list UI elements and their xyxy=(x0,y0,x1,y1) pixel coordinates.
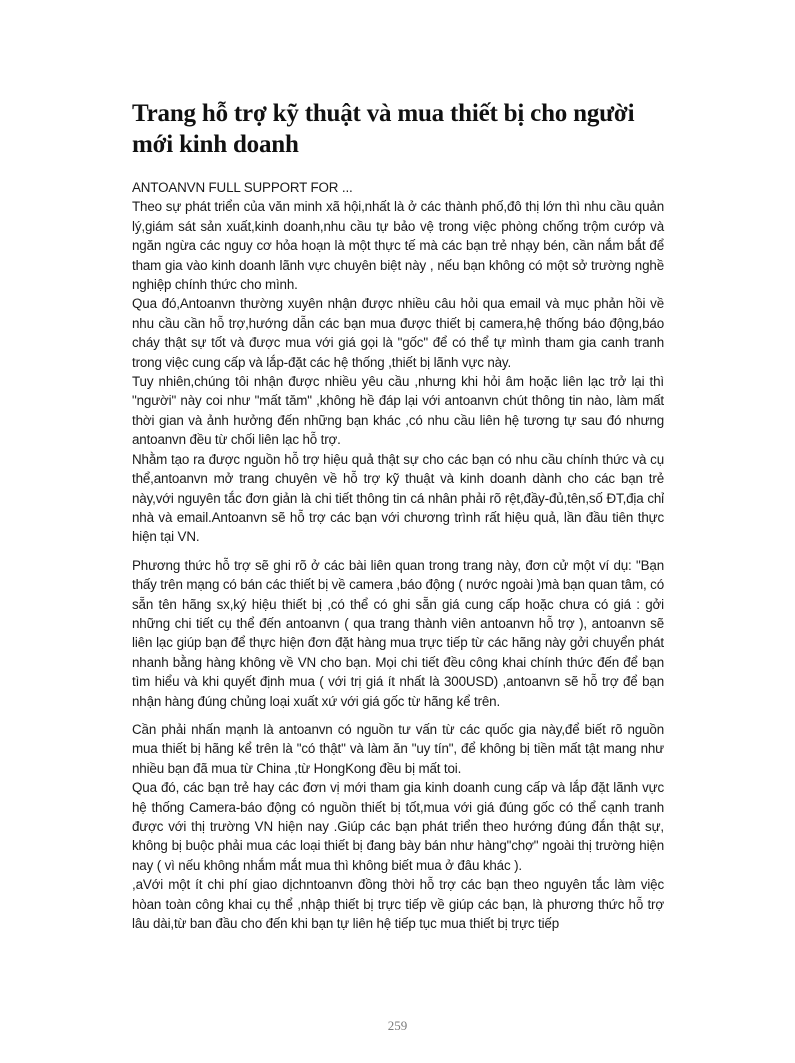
paragraph-6: Cần phải nhấn mạnh là antoanvn có nguồn tư vấn từ các quốc gia này,để biết rõ nguồn mua thiết bị hãng kể trên là "có thật" và làm ăn "uy tín", để không bị tiền mất tật mang như nhiều bạn đã mua từ China ,từ HongKong đều bị mất toi. xyxy=(132,721,664,776)
document-page xyxy=(132,98,664,933)
paragraph-3: Tuy nhiên,chúng tôi nhận được nhiều yêu cầu ,nhưng khi hỏi âm hoặc liên lạc trở lại thì "người" này coi như "mất tăm" ,không hề đáp lại với antoanvn chút thông tin nào, làm mất thời gian và ảnh hưởng đến những bạn khác ,có nhu cầu liên hệ tương tự sau đó nhưng antoanvn đều từ chối liên lạc hỗ trợ. xyxy=(132,374,664,448)
paragraph-1: Theo sự phát triển của văn minh xã hội,nhất là ở các thành phố,đô thị lớn thì nhu cầu quản lý,giám sát sản xuất,kinh doanh,nhu cầu tự bảo vệ trong việc phòng chống trộm cướp và ngăn ngừa các nguy cơ hỏa hoạn là một thực tế mà các bạn trẻ nhạy bén, cần nắm bắt để tham gia vào kinh doanh lãnh vực chuyên biệt này , nếu bạn không có một sở trường nghề nghiệp chính thức cho mình. xyxy=(132,199,664,293)
paragraph-2: Qua đó,Antoanvn thường xuyên nhận được nhiều câu hỏi qua email và mục phản hồi về nhu cầu cần hỗ trợ,hướng dẫn các bạn mua được thiết bị camera,hệ thống báo động,báo cháy thật sự tốt và được mua với giá gọi là "gốc" để có thể tự mình tham gia canh tranh trong việc cung cấp và lắp-đặt các hệ thống ,thiết bị lãnh vực này. xyxy=(132,296,664,370)
paragraph-7: Qua đó, các bạn trẻ hay các đơn vị mới tham gia kinh doanh cung cấp và lắp đặt lãnh vực hệ thống Camera-báo động có nguồn thiết bị tốt,mua với giá đúng gốc có thể cạnh tranh được với thị trường VN hiện nay .Giúp các bạn phát triển theo hướng đúng đắn thật sự, không bị buộc phải mua các loại thiết bị đang bày bán như hàng"chợ" ngoài thị trường hiện nay ( vì nếu không nhắm mắt mua thì không biết mua ở đâu khác ). xyxy=(132,780,664,873)
page-number: 259 xyxy=(387,1018,408,1033)
paragraph-5: Phương thức hỗ trợ sẽ ghi rõ ở các bài liên quan trong trang này, đơn cử một ví dụ: "Bạn thấy trên mạng có bán các thiết bị về camera ,báo động ( nước ngoài )mà bạn quan tâm, có sẵn tên hãng sx,ký hiệu thiết bị ,có thể có ghi sẵn giá cung cấp hoặc chưa có giá : gởi những chi tiết cụ thể đến antoanvn ( qua trang thành viên antoanvn hỗ trợ ), antoanvn sẽ liên lạc giúp bạn để thực hiện đơn đặt hàng mua trực tiếp từ các hãng này gởi chuyển phát nhanh bằng hàng không về VN cho bạn. Mọi chi tiết đều công khai chính thức đến để bạn tìm hiểu và khi quyết định mua ( với trị giá ít nhất là 300USD) ,antoanvn sẽ hỗ trợ để bạn nhận hàng đúng chủng loại xuất xứ với giá gốc từ hãng kể trên. xyxy=(132,557,664,709)
intro-heading: ANTOANVN FULL SUPPORT FOR ... xyxy=(132,180,353,195)
paragraph-4: Nhằm tạo ra được nguồn hỗ trợ hiệu quả thật sự cho các bạn có nhu cầu chính thức và cụ thể,antoanvn mở trang chuyên về hỗ trợ kỹ thuật và kinh doanh dành cho các bạn trẻ này,với nguyên tắc đơn giản là chi tiết thông tin cá nhân phải rõ rệt,đầy-đủ,tên,số ĐT,địa chỉ nhà và email.Antoanvn sẽ hỗ trợ các bạn với chương trình rất hiệu quả, lần đầu tiên thực hiện tại VN. xyxy=(132,451,664,545)
page-title: Trang hỗ trợ kỹ thuật và mua thiết bị cho người mới kinh doanh xyxy=(132,100,635,158)
body-text xyxy=(132,178,664,933)
paragraph-8: ,aVới một ít chi phí giao dịchntoanvn đồng thời hỗ trợ các bạn theo nguyên tắc làm việc hòan toàn công khai cụ thể ,nhập thiết bị trực tiếp về giúp các bạn, là phương thức hỗ trợ lâu dài,từ ban đầu cho đến khi bạn tự liên hệ tiếp tục mua thiết bị trực tiếp xyxy=(132,877,664,932)
